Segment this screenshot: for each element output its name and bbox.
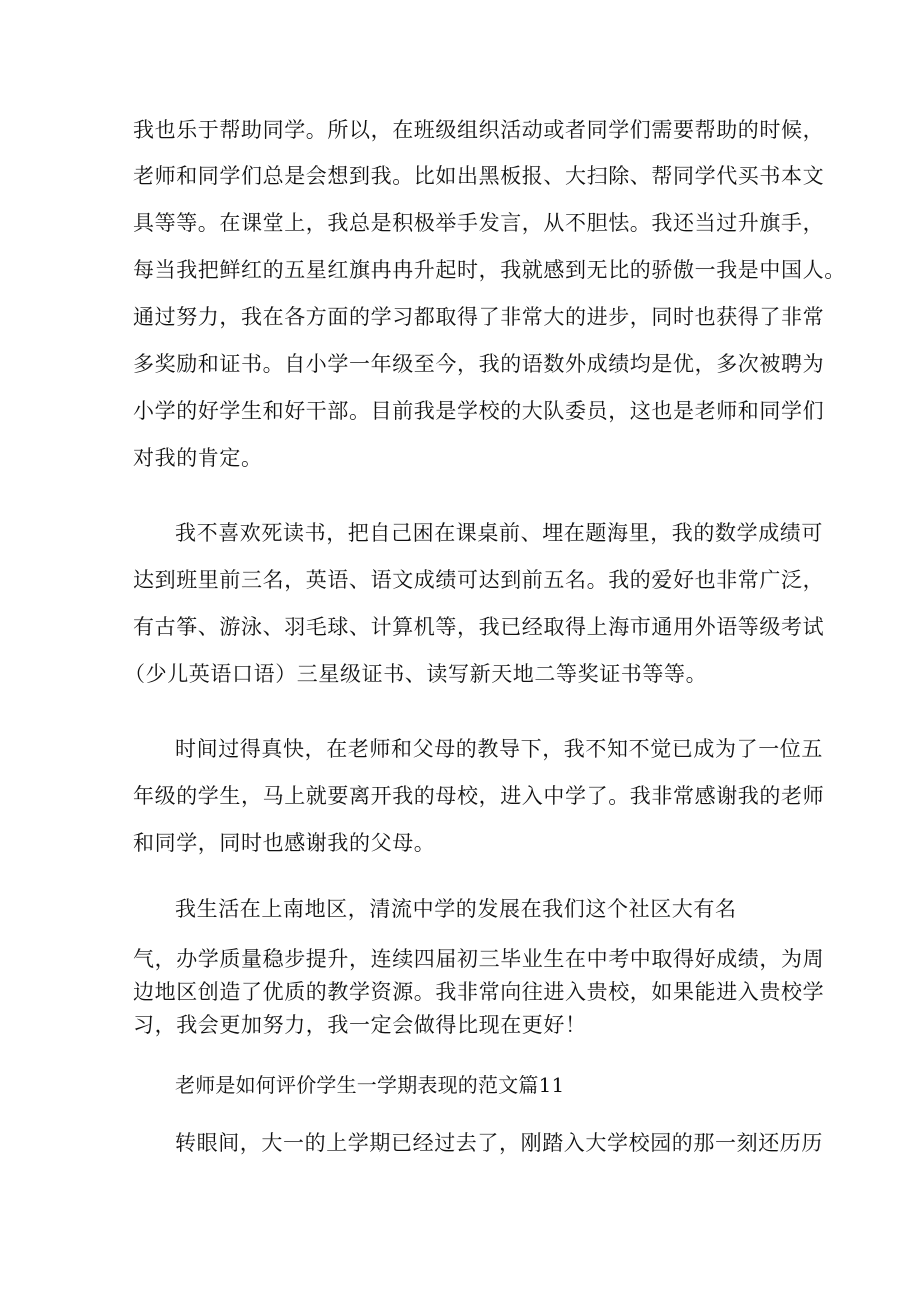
paragraph-first-line: 我不喜欢死读书，把自己困在课桌前、埋在题海里，我的数学成绩可 (175, 521, 823, 545)
text-line: 和同学，同时也感谢我的父母。 (133, 831, 436, 855)
text-line: 有古筝、游泳、羽毛球、计算机等，我已经取得上海市通用外语等级考试 (133, 615, 825, 639)
text-line: 达到班里前三名，英语、语文成绩可达到前五名。我的爱好也非常广泛， (133, 568, 825, 592)
text-line: 每当我把鲜红的五星红旗冉冉升起时，我就感到无比的骄傲一我是中国人。 (133, 258, 846, 282)
text-line: （少儿英语口语）三星级证书、读写新天地二等奖证书等等。 (124, 662, 708, 686)
text-line: 通过努力，我在各方面的学习都取得了非常大的进步，同时也获得了非常 (133, 305, 825, 329)
text-line: 我也乐于帮助同学。所以，在班级组织活动或者同学们需要帮助的时候， (133, 118, 825, 142)
text-line: 边地区创造了优质的教学资源。我非常向往进入贵校，如果能进入贵校学 (133, 980, 825, 1004)
paragraph-first-line: 我生活在上南地区，清流中学的发展在我们这个社区大有名 (175, 897, 737, 921)
text-line: 气，办学质量稳步提升，连续四届初三毕业生在中考中取得好成绩，为周 (133, 947, 825, 971)
paragraph-first-line: 转眼间，大一的上学期已经过去了，刚踏入大学校园的那一刻还历历 (175, 1131, 823, 1155)
text-line: 小学的好学生和好干部。目前我是学校的大队委员，这也是老师和同学们 (133, 399, 825, 423)
text-line: 多奖励和证书。自小学一年级至今，我的语数外成绩均是优，多次被聘为 (133, 352, 825, 376)
text-line: 具等等。在课堂上，我总是积极举手发言，从不胆怯。我还当过升旗手， (133, 211, 825, 235)
section-heading: 老师是如何评价学生一学期表现的范文篇11 (175, 1073, 565, 1097)
text-line: 年级的学生，马上就要离开我的母校，进入中学了。我非常感谢我的老师 (133, 784, 825, 808)
paragraph-first-line: 时间过得真快，在老师和父母的教导下，我不知不觉已成为了一位五 (175, 737, 823, 761)
text-line: 习，我会更加努力，我一定会做得比现在更好！ (133, 1013, 587, 1037)
text-line: 老师和同学们总是会想到我。比如出黑板报、大扫除、帮同学代买书本文 (133, 164, 825, 188)
text-line: 对我的肯定。 (133, 446, 263, 470)
